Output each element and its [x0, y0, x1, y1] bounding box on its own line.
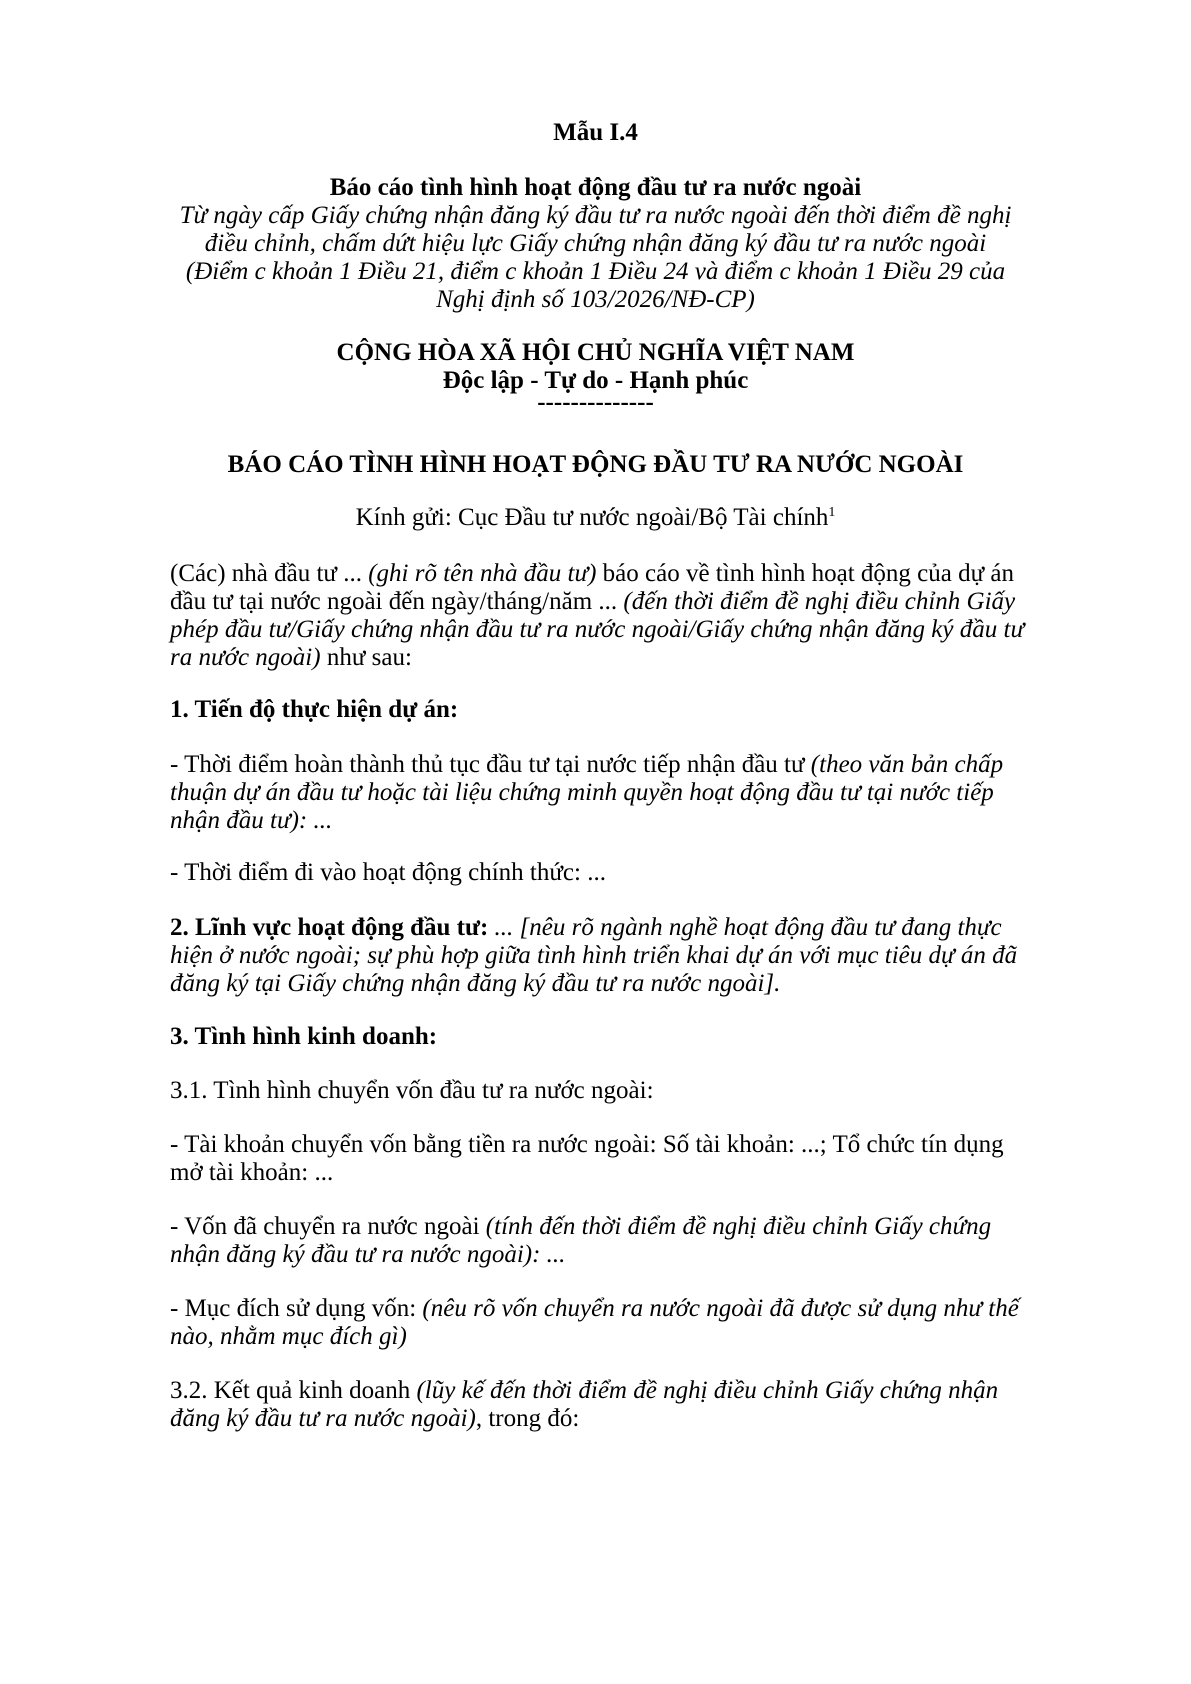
intro-note: ra nước ngoài)	[170, 644, 321, 671]
item-note: (nêu rõ vốn chuyển ra nước ngoài đã được sử dụng như thế	[422, 1295, 1019, 1322]
intro-line	[170, 643, 1050, 672]
intro-text: như sau:	[320, 644, 412, 671]
item-text: , trong đó:	[475, 1405, 580, 1432]
intro-text: báo cáo về tình hình hoạt động của dự án	[596, 560, 1015, 587]
recipient-line	[0, 503, 1191, 532]
item-text: - Mục đích sử dụng vốn:	[170, 1295, 423, 1322]
section-2-line: hiện ở nước ngoài; sự phù hợp giữa tình hình triển khai dự án với mục tiêu dự án đã	[170, 942, 1018, 969]
section-3-2-heading	[170, 1376, 1050, 1405]
section-2-line	[170, 913, 1050, 942]
national-divider: --------------	[537, 389, 654, 416]
item-note: (tính đến thời điểm đề nghị điều chỉnh Giấy chứng	[485, 1213, 992, 1240]
section-3-heading: 3. Tình hình kinh doanh:	[170, 1023, 438, 1050]
national-motto: Độc lập - Tự do - Hạnh phúc	[442, 367, 749, 394]
section-3-item-line: nhận đăng ký đầu tư ra nước ngoài): ...	[170, 1241, 566, 1268]
document-heading-subtitle-line: (Điểm c khoản 1 Điều 21, điểm c khoản 1 Điều 24 và điểm c khoản 1 Điều 29 của	[185, 258, 1006, 285]
section-1-item-line	[170, 750, 1050, 779]
section-1-item-line: nhận đầu tư): ...	[170, 807, 333, 834]
report-title: BÁO CÁO TÌNH HÌNH HOẠT ĐỘNG ĐẦU TƯ RA NƯỚC NGOÀI	[227, 451, 964, 478]
document-heading-subtitle-line: điều chỉnh, chấm dứt hiệu lực Giấy chứng nhận đăng ký đầu tư ra nước ngoài	[204, 230, 987, 257]
section-1-item-line: thuận dự án đầu tư hoặc tài liệu chứng minh quyền hoạt động đầu tư tại nước tiếp	[170, 779, 994, 806]
item-note: (theo văn bản chấp	[810, 751, 1004, 778]
section-3-item-line: nào, nhằm mục đích gì)	[170, 1323, 407, 1350]
recipient-text: Kính gửi: Cục Đầu tư nước ngoài/Bộ Tài chính	[355, 504, 829, 531]
item-text: - Vốn đã chuyển ra nước ngoài	[170, 1213, 486, 1240]
intro-text: (Các) nhà đầu tư ...	[170, 560, 369, 587]
section-3-item-line	[170, 1294, 1050, 1323]
section-2-note: ... [nêu rõ ngành nghề hoạt động đầu tư đang thực	[488, 914, 1002, 941]
section-1-heading: 1. Tiến độ thực hiện dự án:	[170, 696, 459, 723]
national-name: CỘNG HÒA XÃ HỘI CHỦ NGHĨA VIỆT NAM	[336, 339, 855, 366]
document-heading-subtitle-line: Từ ngày cấp Giấy chứng nhận đăng ký đầu tư ra nước ngoài đến thời điểm đề nghị	[179, 202, 1012, 229]
footnote-marker: 1	[828, 505, 836, 520]
intro-text: đầu tư tại nước ngoài đến ngày/tháng/năm ...	[170, 588, 624, 615]
intro-line: phép đầu tư/Giấy chứng nhận đầu tư ra nước ngoài/Giấy chứng nhận đăng ký đầu tư	[170, 616, 1025, 643]
item-note: (lũy kế đến thời điểm đề nghị điều chỉnh Giấy chứng nhận	[416, 1377, 999, 1404]
section-3-item-line	[170, 1212, 1050, 1241]
section-1-item-line: - Thời điểm đi vào hoạt động chính thức: ...	[170, 859, 606, 886]
document-heading-title: Báo cáo tình hình hoạt động đầu tư ra nước ngoài	[329, 174, 862, 201]
section-3-item-line: - Tài khoản chuyển vốn bằng tiền ra nước ngoài: Số tài khoản: ...; Tổ chức tín dụng	[170, 1131, 1004, 1158]
section-3-2-line	[170, 1404, 1050, 1433]
section-2-line: đăng ký tại Giấy chứng nhận đăng ký đầu tư ra nước ngoài].	[170, 970, 781, 997]
intro-note: (đến thời điểm đề nghị điều chỉnh Giấy	[623, 588, 1016, 615]
item-text: 3.2. Kết quả kinh doanh	[170, 1377, 417, 1404]
form-code: Mẫu I.4	[553, 119, 638, 146]
intro-note: (ghi rõ tên nhà đầu tư)	[368, 560, 597, 587]
intro-line	[170, 559, 1050, 588]
item-text: - Thời điểm hoàn thành thủ tục đầu tư tại nước tiếp nhận đầu tư	[170, 751, 811, 778]
section-2-heading: 2. Lĩnh vực hoạt động đầu tư:	[170, 914, 489, 941]
document-heading-subtitle-line: Nghị định số 103/2026/NĐ-CP)	[436, 286, 755, 313]
section-3-item-line: mở tài khoản: ...	[170, 1159, 334, 1186]
section-3-1-heading: 3.1. Tình hình chuyển vốn đầu tư ra nước ngoài:	[170, 1077, 654, 1104]
item-note: đăng ký đầu tư ra nước ngoài)	[170, 1405, 476, 1432]
intro-line	[170, 587, 1050, 616]
